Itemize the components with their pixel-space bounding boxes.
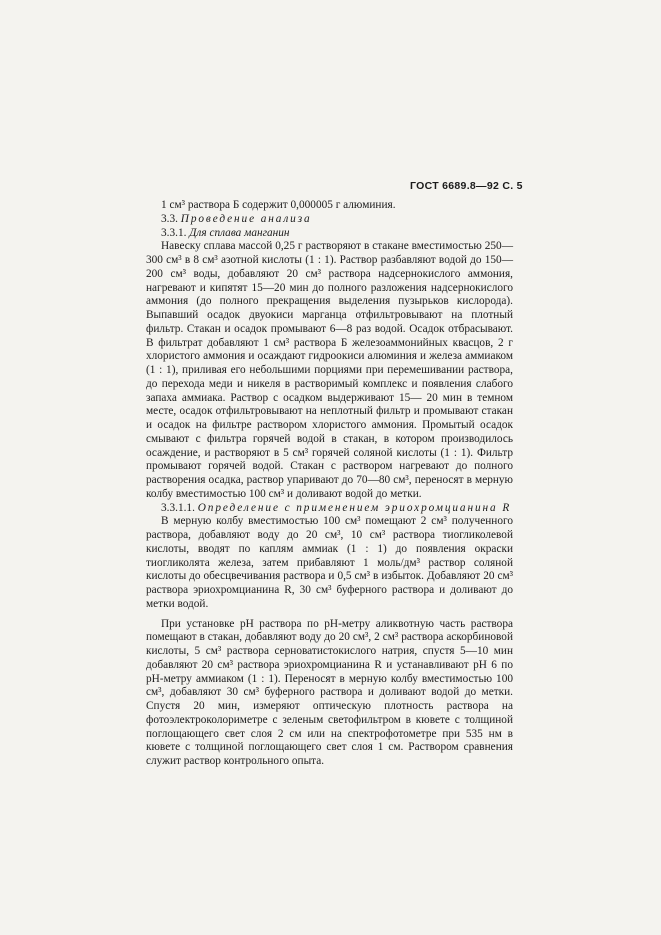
subsection-title: Для сплава манганин	[189, 226, 290, 239]
section-title: Проведение анализа	[180, 212, 312, 225]
subsection-heading-manganin	[146, 227, 513, 241]
paragraph-ph-setting: При установке рН раствора по рН-метру аликвотную часть раствора помещают в стакан, добавляют воду до 20 см³, 2 см³ раствора аскорбиновой кислоты, 5 см³ раствора серноватистокислого натрия, спустя 5—10 мин добавляют 20 см³ раствора эриохромцианина R и устанавливают рН 6 по рН-метру аммиаком (1 : 1). Переносят в мерную колбу вместимостью 100 см³, добавляют 30 см³ буферного раствора и доливают водой до метки. Спустя 20 мин, измеряют оптическую плотность раствора на фотоэлектроколориметре с зеленым светофильтром в кювете с толщиной поглощающего свет слоя 2 см или на спектрофотометре при 535 нм в кювете с толщиной поглощающего свет слоя 1 см. Раствором сравнения служит раствор контрольного опыта.	[146, 617, 513, 767]
subsection-number: 3.3.1.	[161, 226, 187, 239]
section-heading-analysis	[146, 213, 513, 227]
subsubsection-title: Определение с применением эриохромцианина R	[197, 501, 512, 514]
section-number: 3.3.	[161, 212, 178, 225]
subsubsection-heading-eriochrome	[146, 502, 513, 516]
paragraph-solution-b: 1 см³ раствора Б содержит 0,000005 г алюминия.	[161, 199, 396, 211]
paragraph-sample-dissolution: Навеску сплава массой 0,25 г растворяют в стакане вместимостью 250—300 см³ в 8 см³ азотной кислоты (1 : 1). Раствор разбавляют водой до 150—200 см³ воды, добавляют 20 см³ раствора надсернокислого аммония, нагревают и кипятят 15—20 мин до полного разложения надсернокислого аммония (до полного прекращения выделения пузырьков кислорода). Выпавший осадок двуокиси марганца отфильтровывают на плотный фильтр. Стакан и осадок промывают 6—8 раз водой. Осадок отбрасывают. В фильтрат добавляют 1 см³ раствора Б железоаммонийных квасцов, 2 г хлористого аммония и осаждают гидроокиси алюминия и железа аммиаком (1 : 1), приливая его небольшими порциями при перемешивании раствора, до перехода меди и никеля в растворимый комплекс и появления слабого запаха аммиака. Раствор с осадком выдерживают 15— 20 мин в темном месте, осадок отфильтровывают на неплотный фильтр и промывают стакан и осадок на фильтре раствором хлористого аммония. Промытый осадок смывают с фильтра горячей водой в стакан, в котором производилось осаждение, и растворяют в 5 см³ горячей соляной кислоты (1 : 1). Фильтр промывают горячей водой. Стакан с раствором нагревают до полного растворения осадка, раствор упаривают до 70—80 см³, переносят в мерную колбу вместимостью 100 см³ и доливают водой до метки.	[146, 240, 513, 500]
page-header: ГОСТ 6689.8—92 С. 5	[410, 180, 523, 192]
paragraph-volumetric-flask: В мерную колбу вместимостью 100 см³ помещают 2 см³ полученного раствора, добавляют воду до 20 см³, 10 см³ раствора тиогликолевой кислоты, вводят по каплям аммиак (1 : 1) до появления окраски тиогликолята железа, затем прибавляют 1 моль/дм³ раствор соляной кислоты до обесцвечивания раствора и 0,5 см³ в избыток. Добавляют 20 см³ раствора эриохромцианина R, 30 см³ буферного раствора и доливают до метки водой.	[146, 515, 513, 610]
subsubsection-number: 3.3.1.1.	[161, 501, 195, 514]
document-body	[146, 199, 513, 769]
